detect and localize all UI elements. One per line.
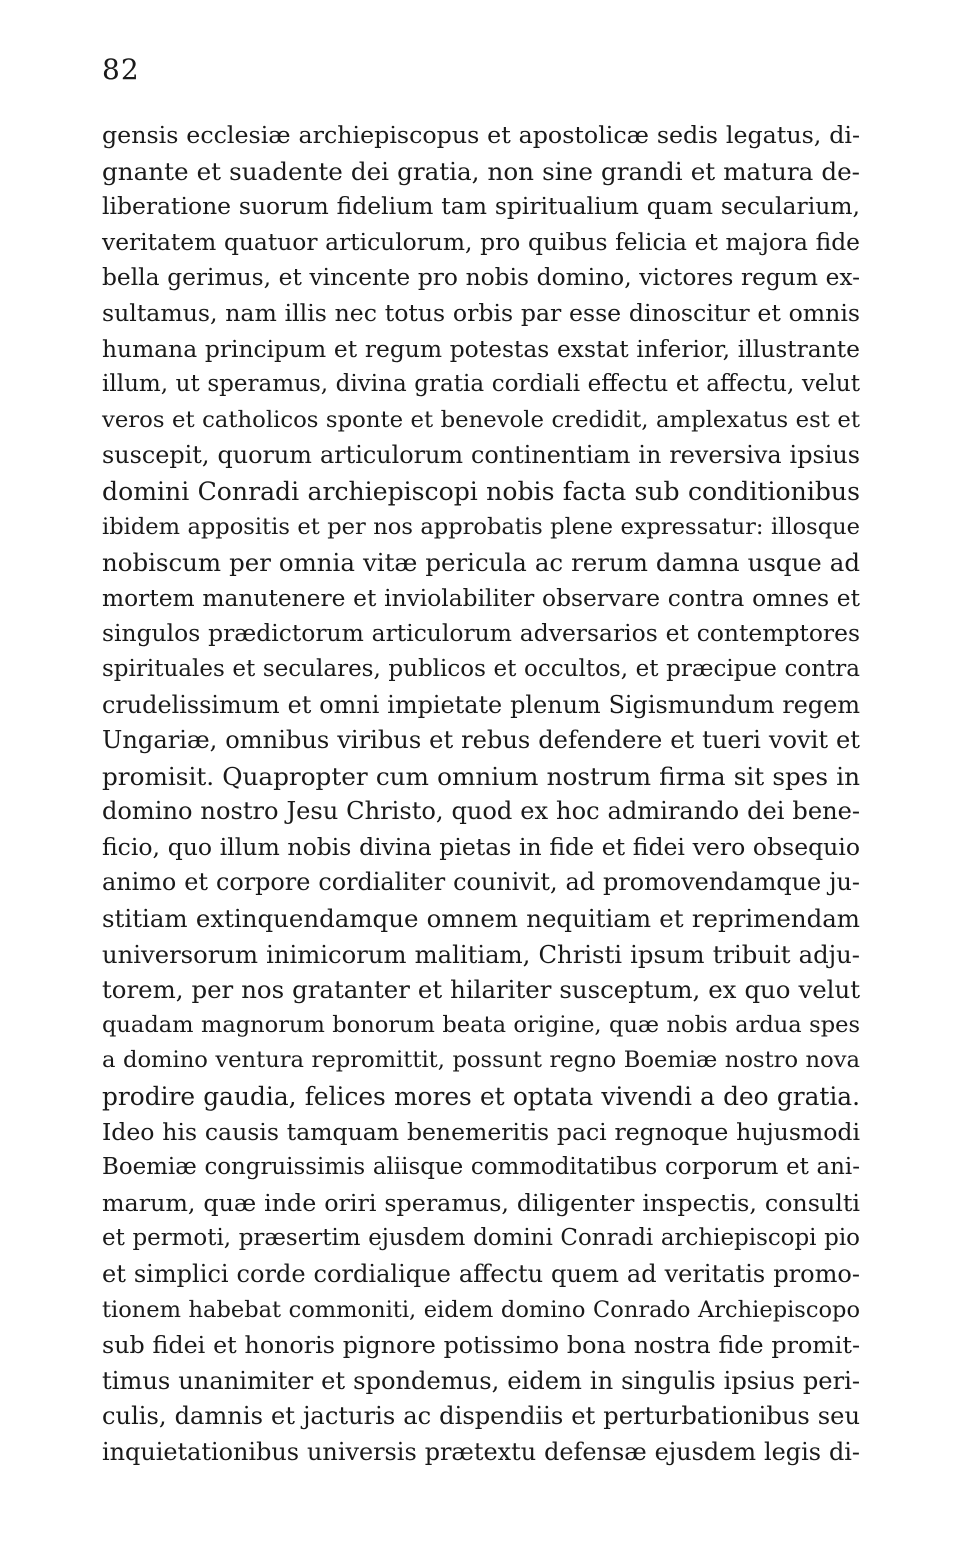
text-line: et simplici corde cordialique affectu quem ad veritatis promo- [102, 1260, 860, 1288]
text-line: veritatem quatuor articulorum, pro quibus felicia et majora fide [102, 227, 860, 256]
text-line: prodire gaudia, felices mores et optata vivendi a deo gratia. [102, 1082, 860, 1112]
text-line: crudelissimum et omni impietate plenum Sigismundum regem [102, 690, 860, 719]
text-line: liberatione suorum fidelium tam spiritualium quam secularium, [102, 192, 860, 221]
text-line: stitiam extinquendamque omnem nequitiam et reprimendam [102, 904, 860, 934]
text-line: veros et catholicos sponte et benevole credidit, amplexatus est et [102, 406, 860, 433]
text-line: Boemiæ congruissimis aliisque commoditatibus corporum et ani- [102, 1154, 860, 1181]
text-line: suscepit, quorum articulorum continentiam in reversiva ipsius [102, 441, 860, 470]
text-line: domini Conradi archiepiscopi nobis facta sub conditionibus [102, 476, 860, 506]
text-line: singulos prædictorum articulorum adversarios et contemptores [102, 619, 860, 648]
text-line: timus unanimiter et spondemus, eidem in singulis ipsius peri- [102, 1366, 860, 1395]
text-line: quadam magnorum bonorum beata origine, quæ nobis ardua spes [102, 1011, 860, 1038]
text-line: promisit. Quapropter cum omnium nostrum firma sit spes in [102, 761, 860, 791]
text-line: inquietationibus universis prætextu defensæ ejusdem legis di- [102, 1437, 860, 1466]
text-line: animo et corpore cordialiter counivit, ad promovendamque ju- [102, 868, 860, 897]
text-line: tionem habebat commoniti, eidem domino Conrado Archiepiscopo [102, 1296, 860, 1323]
text-line: gnante et suadente dei gratia, non sine grandi et matura de- [102, 156, 860, 186]
text-line: et permoti, præsertim ejusdem domini Conradi archiepiscopi pio [102, 1225, 860, 1252]
text-line: universorum inimicorum malitiam, Christi ipsum tribuit adju- [102, 939, 860, 969]
text-line: illum, ut speramus, divina gratia cordiali effectu et affectu, velut [102, 371, 860, 398]
text-line: mortem manutenere et inviolabiliter observare contra omnes et [102, 583, 860, 612]
text-line: Ungariæ, omnibus viribus et rebus defendere et tueri vovit et [102, 726, 860, 755]
text-line: domino nostro Jesu Christo, quod ex hoc admirando dei bene- [102, 797, 860, 826]
text-line: spirituales et seculares, publicos et occultos, et præcipue contra [102, 655, 860, 682]
text-line: bella gerimus, et vincente pro nobis domino, victores regum ex- [102, 264, 860, 292]
text-line: culis, damnis et jacturis ac dispendiis et perturbationibus seu [102, 1402, 860, 1431]
text-line: nobiscum per omnia vitæ pericula ac rerum damna usque ad [102, 548, 860, 578]
text-line: torem, per nos gratanter et hilariter susceptum, ex quo velut [102, 975, 860, 1005]
text-line: ibidem appositis et per nos approbatis plene expressatur: illosque [102, 513, 860, 540]
text-line: humana principum et regum potestas exstat inferior, illustrante [102, 334, 860, 363]
text-line: sub fidei et honoris pignore potissimo bona nostra fide promit- [102, 1331, 860, 1360]
text-line: Ideo his causis tamquam benemeritis paci regnoque hujusmodi [102, 1117, 860, 1146]
text-line: a domino ventura repromittit, possunt regno Boemiæ nostro nova [102, 1047, 860, 1074]
body-text [102, 118, 860, 1471]
page-number: 82 [102, 53, 140, 86]
text-line: gensis ecclesiæ archiepiscopus et apostolicæ sedis legatus, di- [102, 121, 860, 149]
text-line: marum, quæ inde oriri speramus, diligenter inspectis, consulti [102, 1188, 860, 1217]
text-line: sultamus, nam illis nec totus orbis par esse dinoscitur et omnis [102, 298, 860, 327]
text-line: ficio, quo illum nobis divina pietas in fide et fidei vero obsequio [102, 832, 860, 861]
